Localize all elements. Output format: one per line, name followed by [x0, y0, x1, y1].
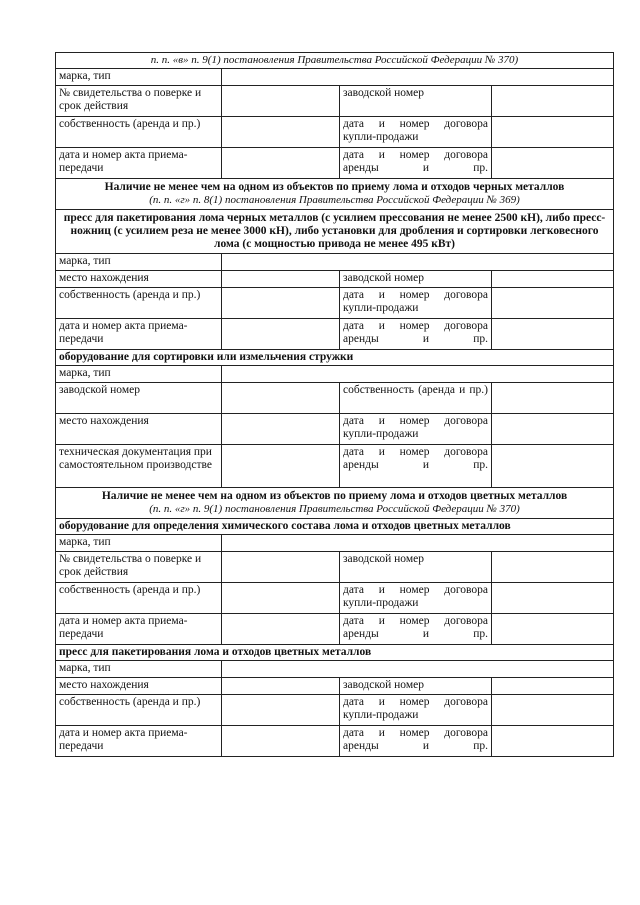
label-mesto: место нахождения [56, 271, 222, 288]
field-dogovor-kupli[interactable] [492, 288, 614, 319]
label-marka: марка, тип [56, 366, 222, 383]
field-dogovor-kupli[interactable] [492, 695, 614, 726]
section-chips: оборудование для сортировки или измельчения стружки [56, 350, 614, 366]
header-black-sub: (п. п. «г» п. 8(1) постановления Правительства Российской Федерации № 369) [149, 194, 520, 206]
label-akt: дата и номер акта приема-передачи [56, 319, 222, 350]
field-dogovor-arendy[interactable] [492, 319, 614, 350]
label-dogovor-arendy: дата и номер договора аренды и пр. [340, 726, 492, 757]
field-marka[interactable] [222, 661, 614, 678]
equipment-table [55, 52, 614, 757]
section-press-black: пресс для пакетирования лома черных металлов (с усилием прессования не менее 2500 кН), либо пресс-ножниц (с усилием реза не менее 3000 кН), либо установки для дробления и сортировки легковесного лома (с мощностью привода не менее 495 кВт) [56, 210, 614, 254]
label-zavod: заводской номер [340, 678, 492, 695]
label-svid: № свидетельства о поверке и срок действия [56, 552, 222, 583]
field-akt[interactable] [222, 614, 340, 645]
field-marka[interactable] [222, 254, 614, 271]
label-dogovor-kupli: дата и номер договора купли-продажи [340, 288, 492, 319]
field-sobst[interactable] [492, 383, 614, 414]
field-zavod[interactable] [492, 86, 614, 117]
label-sobst: собственность (аренда и пр.) [56, 117, 222, 148]
field-svid[interactable] [222, 552, 340, 583]
label-dogovor-kupli: дата и номер договора купли-продажи [340, 414, 492, 445]
field-mesto[interactable] [222, 414, 340, 445]
field-akt[interactable] [222, 726, 340, 757]
label-dogovor-kupli: дата и номер договора купли-продажи [340, 695, 492, 726]
field-dogovor-kupli[interactable] [492, 117, 614, 148]
field-mesto[interactable] [222, 678, 340, 695]
label-dogovor-kupli: дата и номер договора купли-продажи [340, 583, 492, 614]
header-color-title: Наличие не менее чем на одном из объектов по приему лома и отходов цветных металлов [101, 490, 568, 502]
label-tech-doc: техническая документация при самостоятельном производстве [56, 445, 222, 488]
field-dogovor-kupli[interactable] [492, 414, 614, 445]
form-page [55, 52, 613, 757]
field-marka[interactable] [222, 69, 614, 86]
label-marka: марка, тип [56, 535, 222, 552]
label-dogovor-kupli: дата и номер договора купли-продажи [340, 117, 492, 148]
field-zavod[interactable] [492, 271, 614, 288]
section-chem: оборудование для определения химического состава лома и отходов цветных металлов [56, 519, 614, 535]
field-akt[interactable] [222, 148, 340, 179]
field-dogovor-arendy[interactable] [492, 726, 614, 757]
field-dogovor-arendy[interactable] [492, 614, 614, 645]
label-akt: дата и номер акта приема-передачи [56, 614, 222, 645]
label-akt: дата и номер акта приема-передачи [56, 726, 222, 757]
label-zavod: заводской номер [340, 271, 492, 288]
label-marka: марка, тип [56, 254, 222, 271]
field-dogovor-arendy[interactable] [492, 148, 614, 179]
label-mesto: место нахождения [56, 678, 222, 695]
field-mesto[interactable] [222, 271, 340, 288]
field-zavod[interactable] [492, 678, 614, 695]
field-sobst[interactable] [222, 583, 340, 614]
field-marka[interactable] [222, 366, 614, 383]
label-sobst-paren: собственность (аренда и пр.) [340, 383, 492, 414]
field-marka[interactable] [222, 535, 614, 552]
label-zavod: заводской номер [56, 383, 222, 414]
label-zavod: заводской номер [340, 86, 492, 117]
field-dogovor-arendy[interactable] [492, 445, 614, 488]
label-marka: марка, тип [56, 661, 222, 678]
field-svid[interactable] [222, 86, 340, 117]
field-sobst[interactable] [222, 288, 340, 319]
section-press-color: пресс для пакетирования лома и отходов цветных металлов [56, 645, 614, 661]
label-svid: № свидетельства о поверке и срок действия [56, 86, 222, 117]
label-marka: марка, тип [56, 69, 222, 86]
field-zavod[interactable] [222, 383, 340, 414]
label-mesto: место нахождения [56, 414, 222, 445]
field-sobst[interactable] [222, 117, 340, 148]
top-caption: п. п. «в» п. 9(1) постановления Правительства Российской Федерации № 370) [56, 53, 614, 69]
label-sobst: собственность (аренда и пр.) [56, 288, 222, 319]
section-header-black [56, 179, 614, 210]
field-akt[interactable] [222, 319, 340, 350]
label-zavod: заводской номер [340, 552, 492, 583]
field-zavod[interactable] [492, 552, 614, 583]
label-akt: дата и номер акта приема-передачи [56, 148, 222, 179]
label-dogovor-arendy: дата и номер договора аренды и пр. [340, 614, 492, 645]
label-sobst: собственность (аренда и пр.) [56, 583, 222, 614]
label-dogovor-arendy: дата и номер договора аренды и пр. [340, 445, 492, 488]
header-black-title: Наличие не менее чем на одном из объектов по приему лома и отходов черных металлов [104, 181, 565, 193]
label-sobst: собственность (аренда и пр.) [56, 695, 222, 726]
field-tech-doc[interactable] [222, 445, 340, 488]
field-dogovor-kupli[interactable] [492, 583, 614, 614]
label-dogovor-arendy: дата и номер договора аренды и пр. [340, 148, 492, 179]
field-sobst[interactable] [222, 695, 340, 726]
label-dogovor-arendy: дата и номер договора аренды и пр. [340, 319, 492, 350]
section-header-color [56, 488, 614, 519]
header-color-sub: (п. п. «г» п. 9(1) постановления Правительства Российской Федерации № 370) [149, 503, 520, 515]
